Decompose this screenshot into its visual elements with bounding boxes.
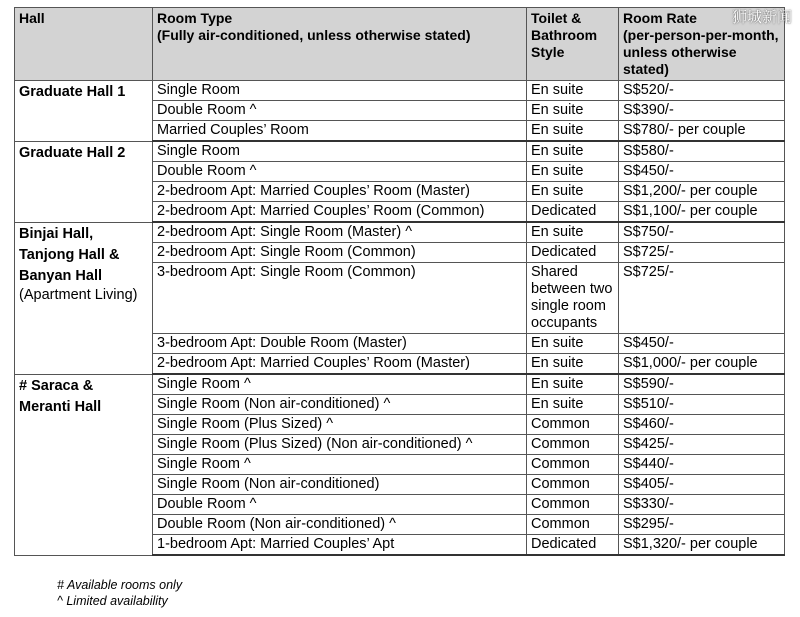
- room-type-cell: 3-bedroom Apt: Double Room (Master): [153, 334, 527, 354]
- hall-cell: [15, 374, 153, 555]
- table-header-row: [15, 8, 785, 81]
- room-type-cell: Single Room ^: [153, 374, 527, 395]
- room-rate-cell: S$520/-: [619, 81, 785, 101]
- table-row: [15, 141, 785, 162]
- room-type-cell: Double Room ^: [153, 101, 527, 121]
- room-type-cell: Single Room: [153, 141, 527, 162]
- toilet-style-cell: En suite: [527, 334, 619, 354]
- hall-name: Graduate Hall 2: [19, 144, 126, 161]
- toilet-style-cell: En suite: [527, 121, 619, 142]
- room-rate-cell: S$580/-: [619, 141, 785, 162]
- room-rate-cell: S$725/-: [619, 263, 785, 334]
- room-type-cell: Single Room ^: [153, 455, 527, 475]
- room-type-cell: Double Room (Non air-conditioned) ^: [153, 515, 527, 535]
- room-rate-cell: S$1,320/- per couple: [619, 535, 785, 556]
- room-rate-cell: S$390/-: [619, 101, 785, 121]
- room-type-cell: 1-bedroom Apt: Married Couples’ Apt: [153, 535, 527, 556]
- room-type-cell: Single Room (Plus Sized) ^: [153, 415, 527, 435]
- hall-name: Graduate Hall 1: [19, 84, 126, 100]
- footnote-available: # Available rooms only: [57, 578, 183, 592]
- room-rate-cell: S$1,200/- per couple: [619, 182, 785, 202]
- toilet-style-cell: Dedicated: [527, 535, 619, 556]
- table-body: [15, 81, 785, 556]
- header-room-type-note: (Fully air-conditioned, unless otherwise stated): [157, 27, 471, 43]
- room-type-cell: Double Room ^: [153, 162, 527, 182]
- footnotes: [57, 577, 182, 609]
- toilet-style-cell: Shared between two single room occupants: [527, 263, 619, 334]
- room-rate-cell: S$440/-: [619, 455, 785, 475]
- toilet-style-cell: Common: [527, 455, 619, 475]
- room-rate-cell: S$330/-: [619, 495, 785, 515]
- toilet-style-cell: En suite: [527, 374, 619, 395]
- hall-name: Binjai Hall, Tanjong Hall & Banyan Hall: [19, 225, 120, 284]
- hall-cell: [15, 222, 153, 374]
- toilet-style-cell: Common: [527, 435, 619, 455]
- room-rate-cell: S$450/-: [619, 334, 785, 354]
- room-type-cell: 2-bedroom Apt: Single Room (Common): [153, 243, 527, 263]
- toilet-style-cell: En suite: [527, 162, 619, 182]
- room-rate-cell: S$590/-: [619, 374, 785, 395]
- toilet-style-cell: En suite: [527, 81, 619, 101]
- header-toilet: Toilet & Bathroom Style: [527, 8, 619, 81]
- toilet-style-cell: Common: [527, 475, 619, 495]
- toilet-style-cell: Common: [527, 515, 619, 535]
- header-room-type: [153, 8, 527, 81]
- room-rate-cell: S$295/-: [619, 515, 785, 535]
- room-type-cell: 2-bedroom Apt: Single Room (Master) ^: [153, 222, 527, 243]
- room-type-cell: Single Room (Non air-conditioned): [153, 475, 527, 495]
- room-rate-cell: S$1,000/- per couple: [619, 354, 785, 375]
- room-rate-cell: S$780/- per couple: [619, 121, 785, 142]
- room-rate-cell: S$750/-: [619, 222, 785, 243]
- toilet-style-cell: En suite: [527, 395, 619, 415]
- room-rate-cell: S$510/-: [619, 395, 785, 415]
- toilet-style-cell: Dedicated: [527, 243, 619, 263]
- room-rate-cell: S$1,100/- per couple: [619, 202, 785, 223]
- room-rate-cell: S$450/-: [619, 162, 785, 182]
- toilet-style-cell: Common: [527, 415, 619, 435]
- toilet-style-cell: Common: [527, 495, 619, 515]
- table-row: [15, 81, 785, 101]
- room-type-cell: Single Room (Plus Sized) (Non air-conditioned) ^: [153, 435, 527, 455]
- toilet-style-cell: En suite: [527, 141, 619, 162]
- header-room-type-label: Room Type: [157, 10, 233, 26]
- table-row: [15, 222, 785, 243]
- room-type-cell: Double Room ^: [153, 495, 527, 515]
- hall-cell: [15, 81, 153, 142]
- room-type-cell: 3-bedroom Apt: Single Room (Common): [153, 263, 527, 334]
- room-type-cell: 2-bedroom Apt: Married Couples’ Room (Master): [153, 182, 527, 202]
- room-rate-cell: S$460/-: [619, 415, 785, 435]
- room-rate-cell: S$725/-: [619, 243, 785, 263]
- room-rate-cell: S$405/-: [619, 475, 785, 495]
- room-type-cell: 2-bedroom Apt: Married Couples’ Room (Master): [153, 354, 527, 375]
- toilet-style-cell: En suite: [527, 222, 619, 243]
- hall-cell: [15, 141, 153, 222]
- header-room-rate-label: Room Rate: [623, 10, 697, 26]
- header-hall: Hall: [15, 8, 153, 81]
- toilet-style-cell: En suite: [527, 182, 619, 202]
- table-row: [15, 374, 785, 395]
- toilet-style-cell: Dedicated: [527, 202, 619, 223]
- room-type-cell: Single Room: [153, 81, 527, 101]
- hall-note: (Apartment Living): [19, 286, 138, 303]
- room-type-cell: Single Room (Non air-conditioned) ^: [153, 395, 527, 415]
- room-type-cell: 2-bedroom Apt: Married Couples’ Room (Common): [153, 202, 527, 223]
- toilet-style-cell: En suite: [527, 101, 619, 121]
- room-rates-table: [14, 7, 785, 556]
- header-room-rate-note: (per-person-per-month, unless otherwise stated): [623, 27, 779, 77]
- watermark-text: 狮城新闻: [731, 8, 792, 26]
- toilet-style-cell: En suite: [527, 354, 619, 375]
- footnote-limited: ^ Limited availability: [57, 594, 168, 608]
- room-type-cell: Married Couples’ Room: [153, 121, 527, 142]
- room-rate-cell: S$425/-: [619, 435, 785, 455]
- hall-name: # Saraca & Meranti Hall: [19, 377, 102, 415]
